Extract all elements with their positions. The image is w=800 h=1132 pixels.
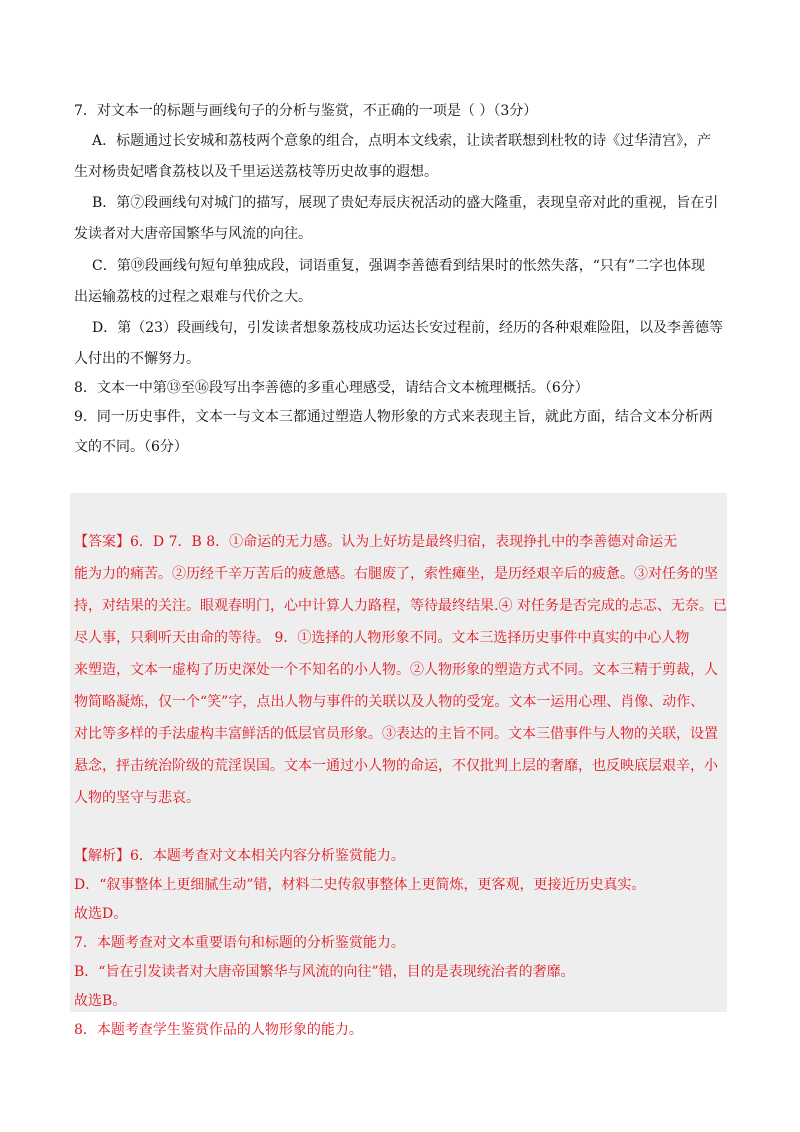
option-b-line-1: B．第⑦段画线句对城门的描写，展现了贵妃寿辰庆祝活动的盛大隆重，表现皇帝对此的重视，旨在引 [92,195,719,211]
option-c-line-2: 出运输荔枝的过程之艰难与代价之大。 [74,289,312,305]
answer-line-8: 悬念，抨击统治阶级的荒淫误国。文本一通过小人物的命运，不仅批判上层的奢靡，也反映底层艰辛，小 [74,758,718,774]
option-a-line-2: 生对杨贵妃嗜食荔枝以及千里运送荔枝等历史故事的遐想。 [74,164,438,180]
analysis-line-4: 7．本题考查对文本重要语句和标题的分析鉴赏能力。 [74,935,405,951]
answer-line-4: 尽人事，只剩听天由命的等待。 9．①选择的人物形象不同。文本三选择历史事件中真实的中心人物 [74,630,690,646]
analysis-line-3: 故选D。 [74,906,128,922]
answer-line-2: 能为力的痛苦。②历经千辛万苦后的疲惫感。右腿废了，索性瘫坐，是历经艰辛后的疲惫。③对任务的坚 [74,566,718,582]
analysis-line-6: 故选B。 [74,993,127,1009]
answer-line-7: 对比等多样的手法虚构丰富鲜活的低层官员形象。③表达的主旨不同。文本三借事件与人物的关联，设置 [74,726,718,742]
question-7-stem: 7．对文本一的标题与画线句子的分析与鉴赏，不正确的一项是（ ）（3分） [74,103,538,119]
question-8: 8．文本一中第⑬至⑯段写出李善德的多重心理感受，请结合文本梳理概括。（6分） [74,380,589,396]
question-9-line-1: 9．同一历史事件，文本一与文本三都通过塑造人物形象的方式来表现主旨，就此方面，结合文本分析两 [74,409,713,425]
answer-line-1: 【答案】6．D 7．B 8．①命运的无力感。认为上好坊是最终归宿，表现挣扎中的李善德对命运无 [74,534,678,550]
analysis-line-5: B．“旨在引发读者对大唐帝国繁华与风流的向往”错，目的是表现统治者的奢靡。 [74,964,575,980]
option-d-line-2: 人付出的不懈努力。 [74,351,200,367]
analysis-line-7: 8．本题考查学生鉴赏作品的人物形象的能力。 [74,1022,363,1038]
analysis-line-2: D．“叙事整体上更细腻生动”错，材料二史传叙事整体上更简炼，更客观，更接近历史真实。 [74,877,646,893]
option-c-line-1: C．第⑲段画线句短句单独成段，词语重复，强调李善德看到结果时的怅然失落，“只有”二字也体现 [92,258,706,274]
answer-line-3: 持，对结果的关注。眼观春明门，心中计算人力路程，等待最终结果.④ 对任务是否完成的忐忑、无奈。已 [74,598,727,614]
analysis-line-1: 【解析】6．本题考查对文本相关内容分析鉴赏能力。 [74,848,405,864]
answer-line-5: 来塑造，文本一虚构了历史深处一个不知名的小人物。②人物形象的塑造方式不同。文本三精于剪裁，人 [74,662,718,678]
option-a-line-1: A．标题通过长安城和荔枝两个意象的组合，点明本文线索，让读者联想到杜牧的诗《过华清宫》，产 [92,133,712,149]
option-d-line-1: D．第（23）段画线句，引发读者想象荔枝成功运达长安过程前，经历的各种艰难险阻，以及李善德等 [92,320,724,336]
answer-line-6: 物简略凝炼，仅一个“笑”字，点出人物与事件的关联以及人物的受宠。文本一运用心理、肖像、动作、 [74,694,705,710]
answer-line-9: 人物的坚守与悲哀。 [74,790,200,806]
option-b-line-2: 发读者对大唐帝国繁华与风流的向往。 [74,226,312,242]
question-9-line-2: 文的不同。（6分） [74,439,188,455]
